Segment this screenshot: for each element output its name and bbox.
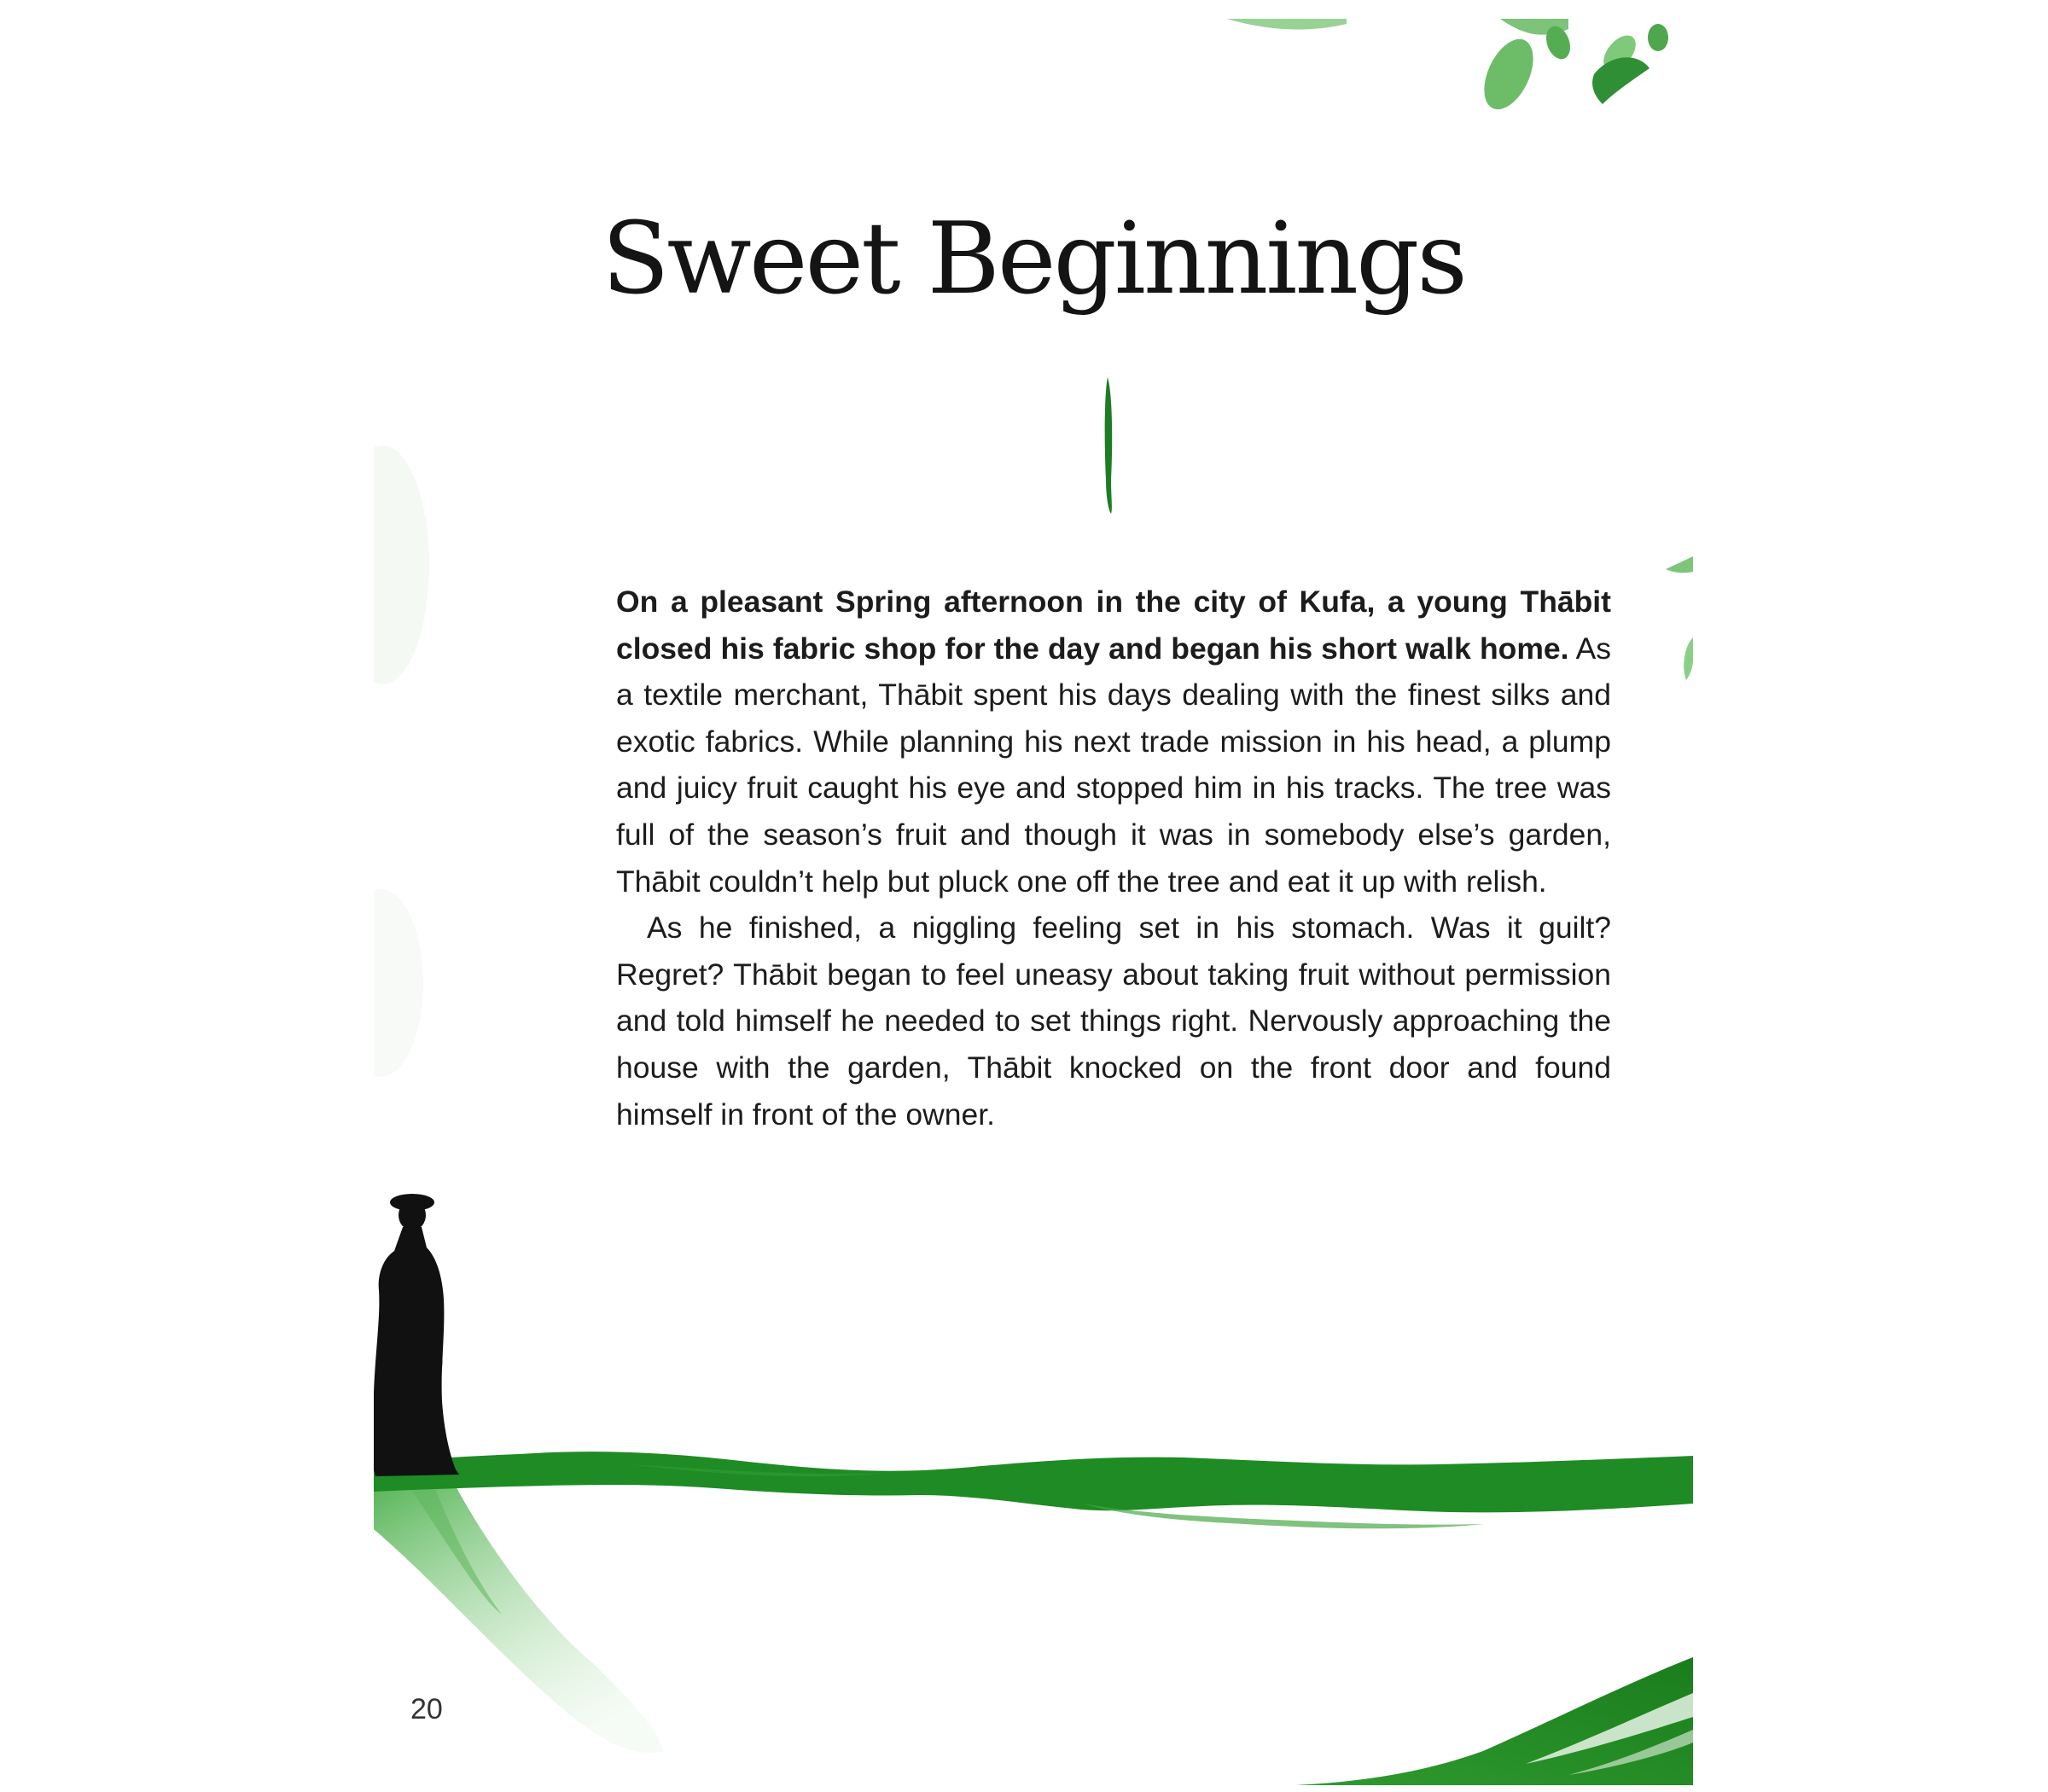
leaves-icon: [1227, 19, 1668, 117]
right-leaf-1: [1666, 556, 1693, 573]
page-number: 20: [410, 1693, 443, 1725]
paragraph-2: As he finished, a niggling feeling set in his stomach. Was it guilt? Regret? Thābit began to feel uneasy about taking fruit without permission and told himself he needed to set things right. Nervously approaching the house with the garden, Thābit knocked on the front door and found himself in front of the owner.: [616, 911, 1611, 1132]
figure-silhouette: [374, 1194, 459, 1476]
paragraph-1-rest: As a textile merchant, Thābit spent his days dealing with the finest silks and exotic fabrics. While planning his next trade mission in his head, a plump and juicy fruit caught his eye and stopped him in his tracks. The tree was full of the season’s fruit and though it was in somebody else’s garden, Thābit couldn’t help but pluck one off the tree and eat it up with relish.: [616, 631, 1611, 899]
paragraph-1-lead: On a pleasant Spring afternoon in the city of Kufa, a young Thābit closed his fabric shop for the day and began his short walk home.: [616, 585, 1611, 666]
right-leaf-2: [1684, 637, 1693, 680]
book-page: [374, 19, 1693, 1785]
ground-ink: [374, 1452, 1693, 1512]
paragraph-1: [616, 579, 1611, 905]
story-text: [616, 579, 1611, 1137]
page-title: Sweet Beginnings: [602, 201, 1465, 317]
divider-stroke: [1105, 377, 1113, 514]
